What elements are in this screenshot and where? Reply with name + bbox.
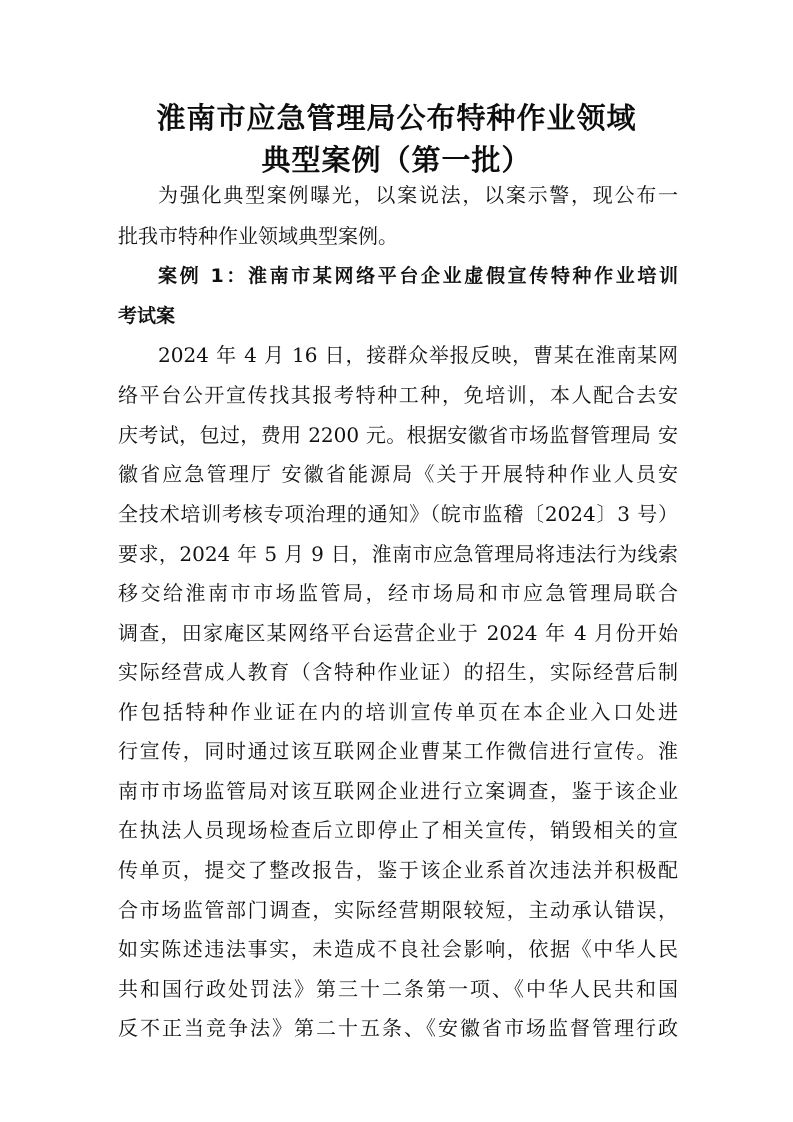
body-line: 共和国行政处罚法》第三十二条第一项、《中华人民共和国 [118,977,678,1001]
body-line: 作包括特种作业证在内的培训宣传单页在本企业入口处进 [118,700,678,724]
body-line: 合市场监管部门调查，实际经营期限较短，主动承认错误， [118,898,678,922]
body-line: 实际经营成人教育（含特种作业证）的招生，实际经营后制 [118,660,678,684]
intro-line: 批我市特种作业领域典型案例。 [118,224,398,248]
body-line: 络平台公开宣传找其报考特种工种，免培训，本人配合去安 [118,383,678,407]
body-line: 调查，田家庵区某网络平台运营企业于 2024 年 4 月份开始 [118,621,678,645]
body-line: 2024 年 4 月 16 日，接群众举报反映，曹某在淮南某网 [158,343,678,367]
body-line: 徽省应急管理厅 安徽省能源局《关于开展特种作业人员安 [118,462,678,486]
body-line: 要求，2024 年 5 月 9 日，淮南市应急管理局将违法行为线索 [118,542,678,566]
case-heading-line: 考试案 [118,305,176,327]
body-line: 全技术培训考核专项治理的通知》（皖市监稽〔2024〕3 号） [118,502,678,526]
body-line: 行宣传，同时通过该互联网企业曹某工作微信进行宣传。淮 [118,739,678,763]
body-line: 传单页，提交了整改报告，鉴于该企业系首次违法并积极配 [118,858,678,882]
document-title-line-2: 典型案例（第一批） [261,143,532,177]
document-title-line-1: 淮南市应急管理局公布特种作业领域 [156,101,637,135]
body-line: 在执法人员现场检查后立即停止了相关宣传，销毁相关的宣 [118,818,678,842]
body-line: 庆考试，包过，费用 2200 元。根据安徽省市场监督管理局 安 [118,423,678,447]
intro-line: 为强化典型案例曝光，以案说法，以案示警，现公布一 [158,183,678,207]
body-line: 反不正当竞争法》第二十五条、《安徽省市场监督管理行政 [118,1016,678,1040]
body-line: 如实陈述违法事实，未造成不良社会影响，依据《中华人民 [118,937,678,961]
body-line: 南市市场监管局对该互联网企业进行立案调查，鉴于该企业 [118,779,678,803]
body-line: 移交给淮南市市场监管局，经市场局和市应急管理局联合 [118,581,678,605]
case-heading-line: 案例 1：淮南市某网络平台企业虚假宣传特种作业培训 [158,265,678,287]
